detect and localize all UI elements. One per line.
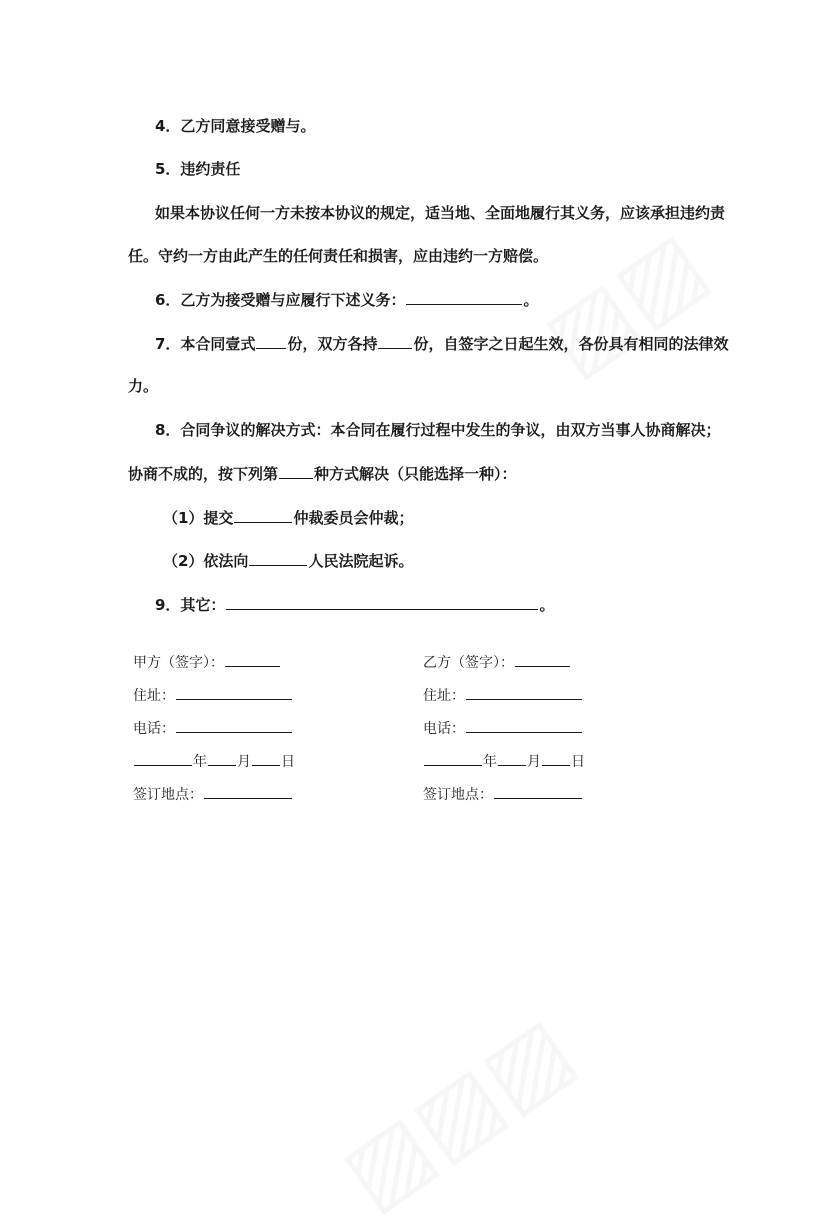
party-a-phone-label: 电话：: [133, 721, 175, 737]
party-b-address-row: [423, 685, 583, 705]
party-a-month-label: 月: [237, 754, 251, 770]
party-a-phone-row: [133, 718, 293, 738]
party-b-place-label: 签订地点：: [423, 787, 493, 803]
party-b-phone-row: [423, 718, 583, 738]
arbitration-commission-blank[interactable]: [234, 507, 292, 523]
clause-9-end: 。: [539, 596, 555, 614]
method-choice-blank[interactable]: [279, 463, 313, 479]
party-b-month-blank[interactable]: [498, 751, 526, 766]
party-a-day-label: 日: [281, 754, 295, 770]
clause-5-body-line2: 任。守约一方由此产生的任何责任和损害，应由违约一方赔偿。: [128, 247, 549, 265]
option1-text-1: （1）提交: [163, 509, 234, 527]
watermark: [323, 996, 592, 1228]
party-b-phone-blank[interactable]: [466, 718, 582, 733]
clause-6-end: 。: [523, 291, 539, 309]
clause-6: [155, 289, 538, 310]
clause-5-body-line1: 如果本协议任何一方未按本协议的规定，适当地、全面地履行其义务，应该承担违约责: [155, 204, 726, 222]
clause-8-option2: [163, 550, 413, 571]
option2-text-2: 人民法院起诉。: [308, 552, 414, 570]
obligation-blank[interactable]: [406, 289, 522, 305]
party-a-year-label: 年: [193, 754, 207, 770]
party-b-date-row: [423, 751, 585, 771]
copies-each-blank[interactable]: [378, 333, 412, 349]
party-a-address-label: 住址：: [133, 688, 175, 704]
party-b-sign-blank[interactable]: [515, 652, 570, 667]
copies-total-blank[interactable]: [256, 333, 286, 349]
party-a-phone-blank[interactable]: [176, 718, 292, 733]
clause-5-title: 5．违约责任: [155, 160, 241, 178]
party-b-place-row: [423, 784, 583, 804]
clause-8-text-2: 种方式解决（只能选择一种）：: [314, 465, 517, 483]
clause-9-text: 9．其它：: [155, 596, 226, 614]
party-b-place-blank[interactable]: [494, 784, 582, 799]
party-a-address-blank[interactable]: [176, 685, 292, 700]
party-b-address-blank[interactable]: [466, 685, 582, 700]
clause-8-text-1: 协商不成的，按下列第: [128, 465, 279, 483]
clause-8-line2: [128, 463, 517, 484]
clause-7-text-1: 7．本合同壹式: [155, 335, 256, 353]
party-a-address-row: [133, 685, 293, 705]
party-b-day-label: 日: [571, 754, 585, 770]
party-a-year-blank[interactable]: [134, 751, 192, 766]
party-b-year-label: 年: [483, 754, 497, 770]
party-a-place-label: 签订地点：: [133, 787, 203, 803]
party-a-sign-label: 甲方（签字）：: [133, 655, 224, 671]
clause-4: 4．乙方同意接受赠与。: [155, 117, 316, 135]
party-b-day-blank[interactable]: [542, 751, 570, 766]
party-b-phone-label: 电话：: [423, 721, 465, 737]
watermark: [525, 211, 725, 395]
party-b-sign-label: 乙方（签字）：: [423, 655, 514, 671]
party-a-month-blank[interactable]: [208, 751, 236, 766]
clause-7: [155, 333, 728, 354]
clause-8-line1: 8．合同争议的解决方式：本合同在履行过程中发生的争议，由双方当事人协商解决；: [155, 421, 721, 439]
party-a-sign-blank[interactable]: [225, 652, 280, 667]
party-a-sign-row: [133, 652, 281, 672]
clause-8-option1: [163, 507, 413, 528]
clause-7-line2: 力。: [128, 377, 159, 395]
court-blank[interactable]: [249, 550, 307, 566]
option2-text-1: （2）依法向: [163, 552, 249, 570]
clause-7-text-2: 份，双方各持: [287, 335, 378, 353]
other-terms-blank[interactable]: [226, 594, 538, 610]
party-b-sign-row: [423, 652, 571, 672]
option1-text-2: 仲裁委员会仲裁；: [293, 509, 414, 527]
party-a-place-blank[interactable]: [204, 784, 292, 799]
party-a-date-row: [133, 751, 295, 771]
party-b-address-label: 住址：: [423, 688, 465, 704]
party-a-place-row: [133, 784, 293, 804]
clause-9: [155, 594, 554, 615]
party-b-year-blank[interactable]: [424, 751, 482, 766]
clause-7-text-3: 份，自签字之日起生效，各份具有相同的法律效: [413, 335, 729, 353]
party-a-day-blank[interactable]: [252, 751, 280, 766]
clause-6-text: 6．乙方为接受赠与应履行下述义务：: [155, 291, 406, 309]
party-b-month-label: 月: [527, 754, 541, 770]
